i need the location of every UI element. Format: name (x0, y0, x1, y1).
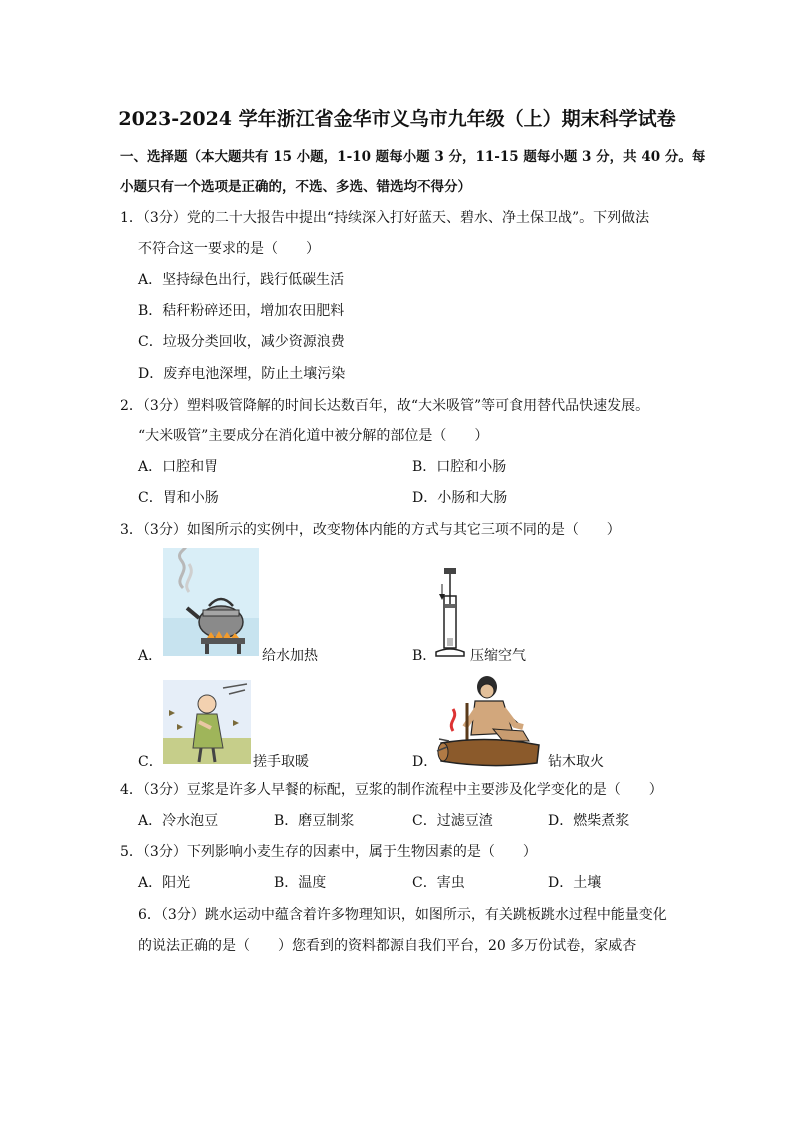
section-header-line1: 一、选择题（本大题共有 15 小题，1-10 题每小题 3 分，11-15 题每小题 3 分，共 40 分。每 (120, 149, 706, 165)
q1-stem-line1: 1．（3分）党的二十大报告中提出“持续深入打好蓝天、碧水、净土保卫战”。下列做法 (120, 210, 650, 226)
q1-option-c: C．垃圾分类回收，减少资源浪费 (138, 334, 345, 350)
q5-option-a: A．阳光 (138, 875, 191, 891)
q2-stem-line2: “大米吸管”主要成分在消化道中被分解的部位是（ ） (138, 428, 489, 444)
q1-option-b: B．秸秆粉碎还田，增加农田肥料 (138, 303, 345, 319)
q2-option-c: C．胃和小肠 (138, 490, 219, 506)
q2-option-b: B．口腔和小肠 (412, 459, 507, 475)
air-compression-cylinder-image (434, 566, 466, 658)
q3-option-b-letter: B． (412, 648, 437, 664)
q2-stem-line1: 2．（3分）塑料吸管降解的时间长达数百年，故“大米吸管”等可食用替代品快速发展。 (120, 398, 650, 414)
q3-option-b-text: 压缩空气 (470, 648, 526, 664)
page-title: 2023-2024 学年浙江省金华市义乌市九年级（上）期末科学试卷 (118, 108, 676, 130)
section-header-line2: 小题只有一个选项是正确的，不选、多选、错选均不得分） (120, 179, 471, 195)
q2-option-d: D．小肠和大肠 (412, 490, 508, 506)
q4-option-c: C．过滤豆渣 (412, 813, 493, 829)
q5-stem: 5．（3分）下列影响小麦生存的因素中，属于生物因素的是（ ） (120, 844, 537, 860)
q3-option-d-letter: D． (412, 754, 438, 770)
q5-option-b: B．温度 (274, 875, 327, 891)
q3-option-a-text: 给水加热 (262, 648, 318, 664)
q2-option-a: A．口腔和胃 (138, 459, 219, 475)
q4-option-d: D．燃柴煮浆 (548, 813, 630, 829)
q3-stem: 3．（3分）如图所示的实例中，改变物体内能的方式与其它三项不同的是（ ） (120, 522, 621, 538)
q3-option-c-text: 搓手取暖 (253, 754, 309, 770)
q5-option-c: C．害虫 (412, 875, 465, 891)
rubbing-hands-image (163, 680, 251, 764)
q1-stem-line2: 不符合这一要求的是（ ） (138, 241, 320, 257)
q1-option-a: A．坚持绿色出行，践行低碳生活 (138, 272, 345, 288)
q4-stem: 4．（3分）豆浆是许多人早餐的标配，豆浆的制作流程中主要涉及化学变化的是（ ） (120, 782, 663, 798)
q6-stem-line1: 6．（3分）跳水运动中蕴含着许多物理知识，如图所示，有关跳板跳水过程中能量变化 (138, 907, 667, 923)
q4-option-a: A．冷水泡豆 (138, 813, 219, 829)
q5-option-d: D．土壤 (548, 875, 602, 891)
q3-option-d-text: 钻木取火 (548, 754, 604, 770)
kettle-heating-image (163, 548, 259, 656)
q6-stem-line2: 的说法正确的是（ ）您看到的资料都源自我们平台，20 多万份试卷，家威杏 (138, 938, 637, 954)
drilling-wood-fire-image (433, 673, 545, 769)
q3-option-c-letter: C． (138, 754, 163, 770)
q1-option-d: D．废弃电池深埋，防止土壤污染 (138, 366, 346, 382)
q4-option-b: B．磨豆制浆 (274, 813, 355, 829)
q3-option-a-letter: A． (138, 648, 163, 664)
